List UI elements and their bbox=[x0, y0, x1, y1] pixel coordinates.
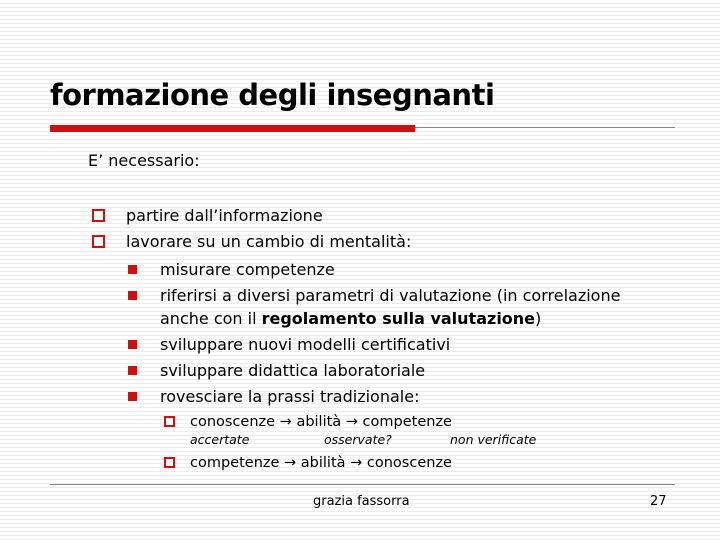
hollow-square-bullet-icon bbox=[164, 457, 175, 468]
filled-square-bullet-icon bbox=[128, 265, 137, 274]
subpoint-4: sviluppare didattica laboratoriale bbox=[160, 361, 426, 380]
intro-text: E’ necessario: bbox=[88, 151, 200, 170]
hollow-square-bullet-icon bbox=[92, 209, 105, 222]
footer-rule bbox=[50, 484, 675, 485]
hollow-square-bullet-icon bbox=[164, 416, 175, 427]
page-number: 27 bbox=[650, 494, 667, 509]
title-underline-red bbox=[50, 125, 415, 132]
slide-title: formazione degli insegnanti bbox=[50, 78, 495, 112]
subpoint-3: sviluppare nuovi modelli certificativi bbox=[160, 335, 451, 354]
point-2: lavorare su un cambio di mentalità: bbox=[126, 232, 412, 251]
filled-square-bullet-icon bbox=[128, 340, 137, 349]
filled-square-bullet-icon bbox=[128, 392, 137, 401]
subpoint-2-close: ) bbox=[535, 309, 542, 328]
subpoint-2-text: anche con il bbox=[160, 309, 262, 328]
subpoint-2-continuation bbox=[160, 310, 541, 328]
filled-square-bullet-icon bbox=[128, 366, 137, 375]
chain-2: competenze → abilità → conoscenze bbox=[190, 455, 452, 471]
chain-1: conoscenze → abilità → competenze bbox=[190, 414, 452, 430]
filled-square-bullet-icon bbox=[128, 291, 137, 300]
note-osservate: osservate? bbox=[324, 432, 392, 447]
title-underline-grey bbox=[415, 127, 675, 128]
subpoint-1: misurare competenze bbox=[160, 260, 335, 279]
regolamento-emphasis: regolamento sulla valutazione bbox=[261, 309, 536, 328]
note-non-verificate: non verificate bbox=[450, 432, 537, 447]
footer-author: grazia fassorra bbox=[313, 494, 410, 509]
subpoint-2: riferirsi a diversi parametri di valutazione (in correlazione bbox=[160, 286, 621, 305]
point-1: partire dall’informazione bbox=[126, 206, 323, 225]
note-accertate: accertate bbox=[190, 432, 250, 447]
subpoint-5: rovesciare la prassi tradizionale: bbox=[160, 387, 420, 406]
hollow-square-bullet-icon bbox=[92, 235, 105, 248]
